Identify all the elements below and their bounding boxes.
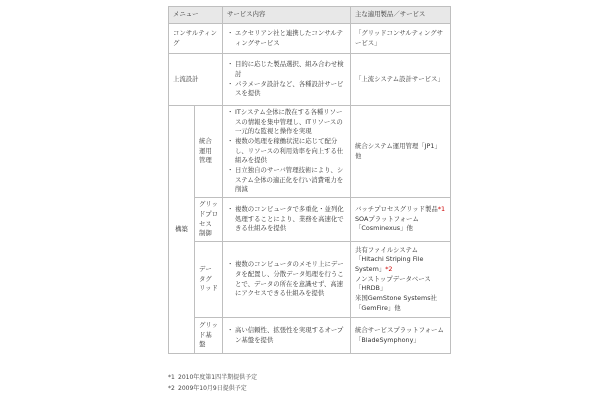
- service-table-wrapper: [168, 6, 450, 354]
- list-item: ・ 複数のコンピュータのメモリ上にデータを配置し、分散データ処理を行うことで、データの所在を意識せず、高速にアクセスできる仕組みを提供: [235, 260, 346, 298]
- footnote-mark: *2: [168, 385, 175, 393]
- footnote-2: [168, 383, 257, 394]
- list-item: ・ ITシステム全体に散在する各種リソースの情報を集中管理し、ITリソースの一元的な監視と操作を実現: [235, 108, 346, 137]
- products-text: ノンストップデータベース「HRDB」: [355, 274, 431, 293]
- header-products: 主な適用製品／サービス: [351, 7, 451, 24]
- products-text: 共有ファイルシステム「Hitachi Striping File System」: [355, 245, 424, 274]
- menu-data-grid: データグリッド: [195, 242, 223, 318]
- header-service: サービス内容: [223, 7, 351, 24]
- footnote-1: [168, 372, 257, 383]
- products-data-grid: [351, 242, 451, 318]
- menu-upstream: 上流設計: [169, 54, 223, 106]
- service-table: [168, 6, 451, 354]
- service-data-grid: [223, 242, 351, 318]
- service-consulting: [223, 24, 351, 54]
- service-upstream: [223, 54, 351, 106]
- list-item: ・ パラメータ設計など、各種設計サービスを提供: [235, 80, 346, 99]
- products-grid-platform: 統合サービスプラットフォーム「BladeSymphony」: [351, 318, 451, 354]
- products-upstream: 「上流システム設計サービス」: [351, 54, 451, 106]
- menu-grid-process: グリッドプロセス制御: [195, 198, 223, 242]
- products-text: 米国GemStone Systems社「GemFire」他: [355, 293, 437, 312]
- header-menu: メニュー: [169, 7, 223, 24]
- products-text: SOAプラットフォーム「Cosminexus」他: [355, 214, 419, 233]
- table-row-integrated: [169, 106, 451, 198]
- service-grid-platform: [223, 318, 351, 354]
- list-item: ・ 複数の処理を稼働状況に応じて配分し、リソースの利用効率を向上する仕組みを提供: [235, 137, 346, 166]
- footnote-mark: *1: [437, 205, 446, 214]
- table-row-consulting: [169, 24, 451, 54]
- footnotes: [168, 372, 257, 395]
- list-item: ・ 高い信頼性、拡張性を実現するオープン基盤を提供: [235, 326, 346, 345]
- footnote-text: 2010年度第1四半期提供予定: [178, 374, 258, 381]
- products-consulting: 「グリッドコンサルティングサービス」: [351, 24, 451, 54]
- table-row-grid-platform: [169, 318, 451, 354]
- list-item: ・ 目的に応じた製品選択、組み合わせ検討: [235, 60, 346, 79]
- menu-consulting: コンサルティング: [169, 24, 223, 54]
- products-integrated: 統合システム運用管理「JP1」他: [351, 106, 451, 198]
- footnote-mark: *1: [168, 374, 175, 381]
- footnote-mark: *2: [385, 265, 393, 274]
- table-row-grid-process: [169, 198, 451, 242]
- menu-integrated: 統合運用管理: [195, 106, 223, 198]
- table-row-upstream: [169, 54, 451, 106]
- service-grid-process: [223, 198, 351, 242]
- menu-build: 構築: [169, 106, 195, 354]
- products-text: バッチプロセスグリッド製品: [355, 205, 438, 214]
- table-row-data-grid: [169, 242, 451, 318]
- service-integrated: [223, 106, 351, 198]
- footnote-text: 2009年10月9日提供予定: [178, 385, 247, 393]
- list-item: ・ 日立独自のサーバ管理技術により、システム全体の適正化を行い消費電力を削減: [235, 166, 346, 195]
- menu-grid-platform: グリッド基盤: [195, 318, 223, 354]
- list-item: ・ エクセリアン社と連携したコンサルティングサービス: [235, 29, 346, 48]
- products-grid-process: [351, 198, 451, 242]
- table-header-row: [169, 7, 451, 24]
- list-item: ・ 複数のコンピュータで多重化・並列化処理することにより、業務を高速化できる仕組みを提供: [235, 205, 346, 234]
